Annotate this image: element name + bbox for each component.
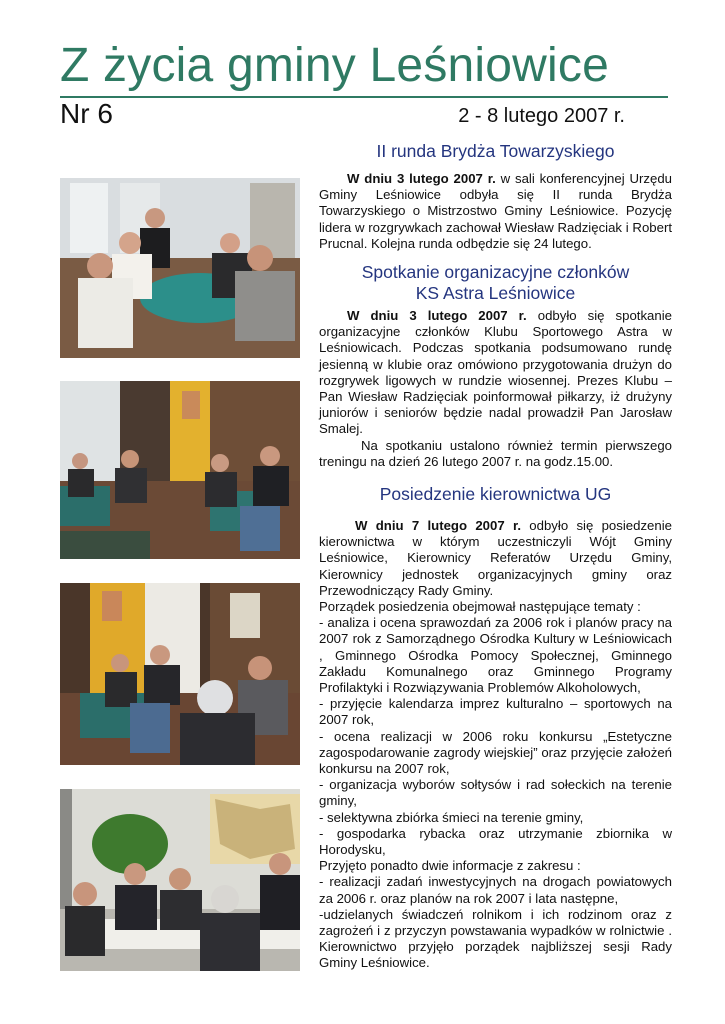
article-management-line: - przyjęcie kalendarza imprez kulturalno – sportowych na 2007 rok, <box>319 696 672 728</box>
article-management-body: odbyło się posiedzenie kierownictwa w którym uczestniczyli Wójt Gminy Leśniowice, Kierownicy Referatów Urzędu Gminy, Kierownicy jednostek organizacyjnych gminy oraz Przewodniczący Rady Gminy. <box>319 518 672 598</box>
article-astra-lead: W dniu 3 lutego 2007 r. <box>347 308 527 323</box>
article-astra <box>319 308 672 470</box>
photo-management-meeting <box>60 789 300 971</box>
masthead-title: Z życia gminy Leśniowice <box>60 39 609 92</box>
headline-bridge: II runda Brydża Towarzyskiego <box>376 141 615 161</box>
article-management-line: - organizacja wyborów sołtysów i rad sołeckich na terenie gminy, <box>319 777 672 809</box>
article-astra-body: odbyło się spotkanie organizacyjne członków Klubu Sportowego Astra w Leśniowicach. Podczas spotkania podsumowano rundę jesienną w klubie oraz omówiono przygotowania drużyn do rozgrywek ligowych w rundzie wiosennej. Prezes Klubu – Pan Wiesław Radzięciak poinformował piłkarzy, iż drużyny juniorów i seniorów będzie nadal prowadził Pan Jarosław Smalej. <box>319 308 672 437</box>
masthead-rule <box>60 96 668 98</box>
article-management-line: Porządek posiedzenia obejmował następujące tematy : <box>319 599 641 615</box>
issue-number: Nr 6 <box>60 98 113 129</box>
article-bridge-lead: W dniu 3 lutego 2007 r. <box>347 171 496 186</box>
article-management-line: - ocena realizacji w 2006 roku konkursu „Estetyczne zagospodarowanie zagrody wiejskiej” oraz przyjęcie założeń konkursu na 2007 rok, <box>319 728 672 777</box>
headline-astra-line1: Spotkanie organizacyjne członków <box>361 262 630 282</box>
photo-bridge-game <box>60 178 300 358</box>
article-management <box>319 518 672 972</box>
photo-club-meeting <box>60 381 300 559</box>
photo-club-meeting-2 <box>60 583 300 765</box>
article-bridge-body: w sali konferencyjnej Urzędu Gminy Leśniowice odbyła się II runda Brydża Towarzyskiego o Mistrzostwo Gminy Leśniowice. Pozycję lidera w rozgrywkach zachował Wiesław Radzięciak i Robert Prucnal. Kolejna runda odbędzie się 24 lutego. <box>319 171 672 251</box>
article-management-line: -udzielanych świadczeń rolnikom i ich rodzinom oraz z zagrożeń i z przyczyn powstawania wypadków w rolnictwie . Kierownictwo przyjęło porządek najbliższej sesji Rady Gminy Leśniowice. <box>319 906 672 971</box>
article-bridge <box>319 171 672 252</box>
article-management-lead: W dniu 7 lutego 2007 r. <box>355 518 522 533</box>
article-management-line: - analiza i ocena sprawozdań za 2006 rok i planów pracy na 2007 rok z Samorządnego Ośrodka Kultury w Leśniowicach , Gminnego Ośrodka Pomocy Społecznej, Gminnego Zakładu Komunalnego oraz Gminnego Programy Profilaktyki i Rozwiązywania Problemów Alkoholowych, <box>319 615 672 696</box>
article-astra-body2: Na spotkaniu ustalono również termin pierwszego treningu na dzień 26 lutego 2007 r. na godz.15.00. <box>319 437 672 469</box>
article-management-line: Przyjęto ponadto dwie informacje z zakresu : <box>319 858 581 874</box>
issue-date: 2 - 8 lutego 2007 r. <box>458 105 625 127</box>
article-management-line: - selektywna zbiórka śmieci na terenie gminy, <box>319 809 584 825</box>
headline-astra-line2: KS Astra Leśniowice <box>415 283 576 303</box>
headline-astra <box>319 262 672 304</box>
headline-management: Posiedzenie kierownictwa UG <box>379 484 612 504</box>
article-management-line: - realizacji zadań inwestycyjnych na drogach powiatowych za 2006 r. oraz planów na rok 2007 i lata następne, <box>319 874 672 906</box>
article-management-line: - gospodarka rybacka oraz utrzymanie zbiornika w Horodysku, <box>319 825 672 858</box>
